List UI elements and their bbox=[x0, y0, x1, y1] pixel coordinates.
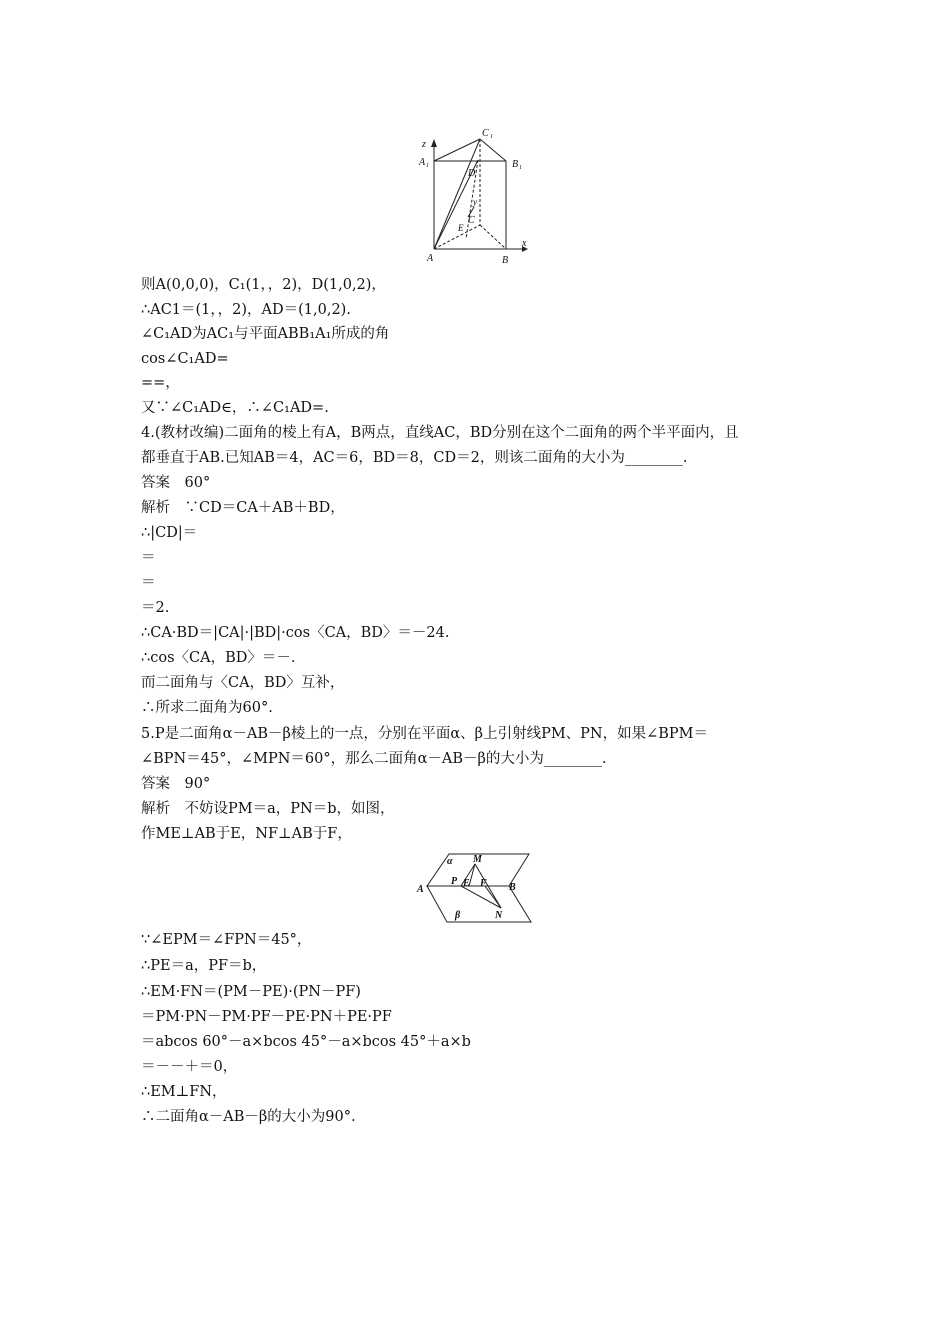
solution-5-line-9: ∴EM⊥FN， bbox=[141, 1084, 227, 1100]
label-C1: C bbox=[482, 128, 489, 139]
answer-4: 答案 60° bbox=[141, 475, 211, 491]
label-alpha: α bbox=[447, 856, 453, 867]
label-P: P bbox=[451, 876, 458, 887]
label-y: y bbox=[473, 197, 477, 207]
label-z: z bbox=[422, 139, 426, 150]
solution-4-line-8: 而二面角与〈CA，BD〉互补， bbox=[141, 675, 345, 691]
label-B: B bbox=[509, 882, 516, 893]
text-line-1: 则A(0,0,0)，C₁(1，，2)，D(1,0,2)， bbox=[141, 277, 386, 293]
solution-5-line-7: ＝abcos 60°－a×bcos 45°－a×bcos 45°＋a×b bbox=[141, 1034, 471, 1050]
text-line-5: ==， bbox=[141, 375, 180, 391]
label-F: F bbox=[480, 878, 487, 889]
answer-5: 答案 90° bbox=[141, 776, 211, 792]
edge-C1B1 bbox=[480, 139, 506, 161]
problem-4-line-1: 4.(教材改编)二面角的棱上有A，B两点，直线AC，BD分别在这个二面角的两个半平面内，且 bbox=[141, 425, 739, 441]
solution-5-line-1: 解析 不妨设PM＝a，PN＝b，如图， bbox=[141, 801, 395, 817]
solution-4-line-9: ∴所求二面角为60°. bbox=[141, 700, 273, 716]
solution-5-line-8: ＝－－＋＝0， bbox=[141, 1059, 238, 1075]
problem-4-line-2: 都垂直于AB.已知AB＝4，AC＝6，BD＝8，CD＝2，则该二面角的大小为________. bbox=[141, 450, 688, 466]
svg-text:1: 1 bbox=[426, 163, 429, 169]
label-B1: B bbox=[512, 159, 519, 170]
text-line-6: 又∵∠C₁AD∈，∴∠C₁AD=. bbox=[141, 400, 329, 416]
label-M: M bbox=[473, 854, 482, 865]
solution-4-line-6: ∴CA·BD＝|CA|·|BD|·cos〈CA，BD〉＝－24. bbox=[141, 625, 450, 641]
solution-5-line-5: ∴EM·FN＝(PM－PE)·(PN－PF) bbox=[141, 984, 361, 1000]
problem-5-line-1: 5.P是二面角α－AB－β棱上的一点，分别在平面α、β上引射线PM、PN，如果∠BPM＝ bbox=[141, 726, 709, 742]
segment-EM bbox=[469, 864, 475, 886]
label-D: D bbox=[468, 168, 476, 179]
label-A: A bbox=[417, 884, 424, 895]
label-C: C bbox=[468, 215, 475, 226]
solution-5-line-4: ∴PE＝a，PF＝b， bbox=[141, 958, 267, 974]
label-A1: A bbox=[419, 157, 426, 168]
solution-5-line-3: ∵∠EPM＝∠FPN＝45°， bbox=[141, 932, 312, 948]
segment-FN bbox=[485, 886, 501, 908]
solution-4-line-5: ＝2. bbox=[141, 600, 170, 616]
label-E: E bbox=[458, 223, 464, 233]
text-line-4: cos∠C₁AD= bbox=[141, 351, 229, 367]
solution-4-line-4: ＝ bbox=[141, 575, 156, 591]
edge-CB bbox=[480, 225, 506, 249]
edge-AC bbox=[434, 225, 480, 249]
solution-4-line-3: ＝ bbox=[141, 550, 156, 566]
text-line-2: ∴AC1＝(1，，2)，AD＝(1,0,2). bbox=[141, 302, 351, 318]
svg-text:1: 1 bbox=[519, 165, 522, 171]
solution-5-line-10: ∴二面角α－AB－β的大小为90°. bbox=[141, 1109, 356, 1125]
label-E: E bbox=[463, 878, 470, 889]
label-beta: β bbox=[455, 910, 461, 921]
label-A: A bbox=[427, 253, 434, 264]
label-N: N bbox=[495, 910, 503, 921]
dihedral-angle-figure bbox=[413, 848, 535, 928]
solution-4-line-7: ∴cos〈CA，BD〉＝－. bbox=[141, 650, 296, 666]
edge-A1C1 bbox=[434, 139, 480, 161]
label-x: x bbox=[522, 238, 527, 249]
solution-5-line-6: ＝PM·PN－PM·PF－PE·PN＋PE·PF bbox=[141, 1009, 392, 1025]
solution-5-line-2: 作ME⊥AB于E，NF⊥AB于F， bbox=[141, 826, 352, 842]
segment-AC1 bbox=[434, 139, 480, 249]
label-B: B bbox=[502, 255, 509, 265]
problem-5-line-2: ∠BPN＝45°，∠MPN＝60°，那么二面角α－AB－β的大小为________. bbox=[141, 751, 607, 767]
solution-4-line-2: ∴|CD|＝ bbox=[141, 525, 198, 541]
text-line-3: ∠C₁AD为AC₁与平面ABB₁A₁所成的角 bbox=[141, 326, 390, 342]
prism-figure bbox=[418, 125, 533, 265]
svg-text:1: 1 bbox=[490, 134, 493, 140]
solution-4-line-1: 解析 ∵CD＝CA＋AB＋BD， bbox=[141, 500, 345, 516]
